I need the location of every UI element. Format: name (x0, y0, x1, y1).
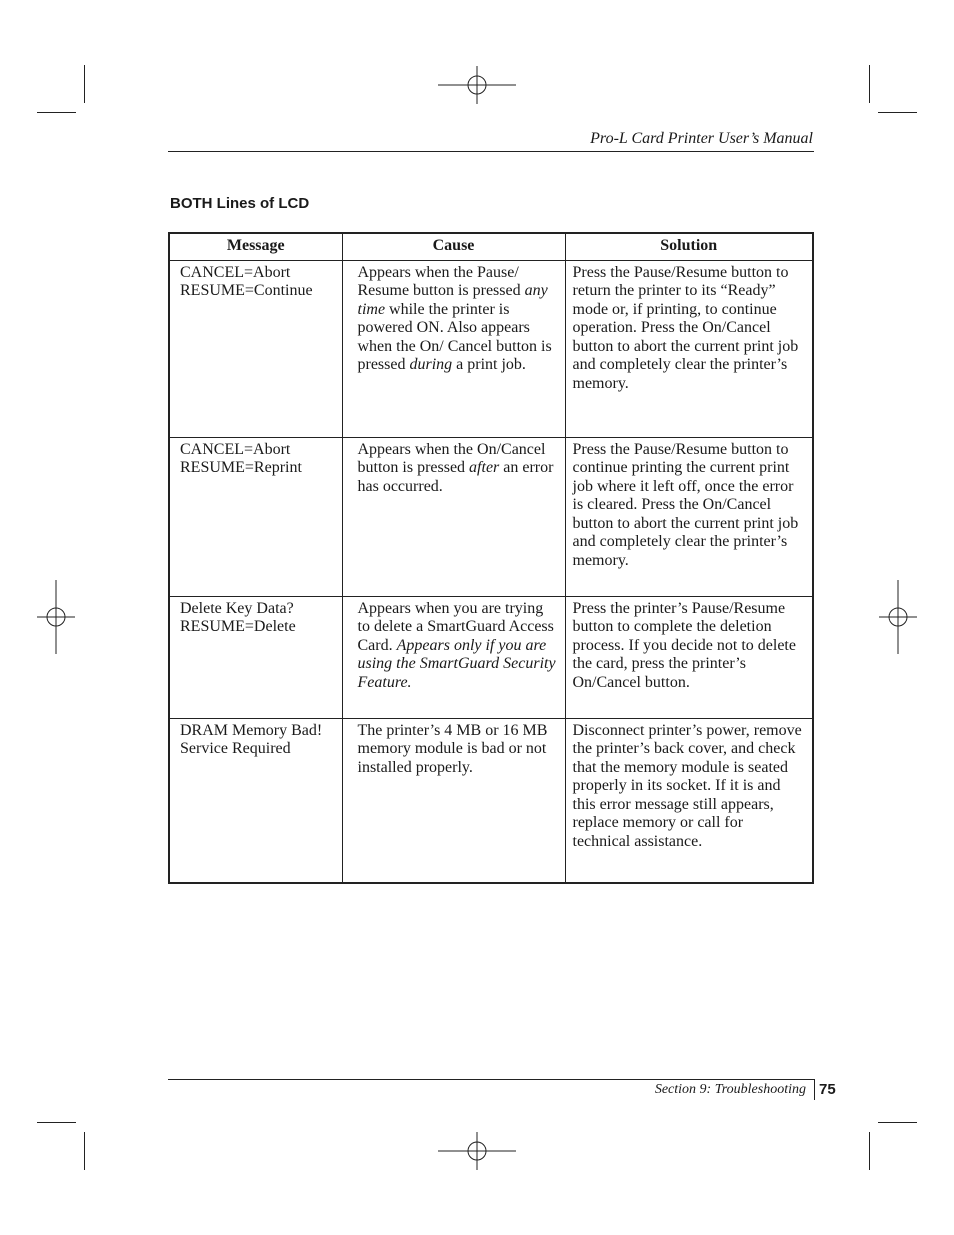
message-line: RESUME=Continue (180, 282, 313, 300)
column-header-solution: Solution (565, 233, 813, 260)
crop-mark (869, 1132, 870, 1170)
table-row (169, 718, 813, 883)
crop-mark (84, 1132, 85, 1170)
cause-text: Appears when the Pause/ Resume button is pressed (357, 263, 525, 300)
crop-mark (878, 1122, 917, 1123)
footer-divider (814, 1079, 815, 1100)
column-header-message: Message (169, 233, 342, 260)
solution-cell: Disconnect printer’s power, remove the printer’s back cover, and check that the memory module is seated properly in its socket. If it is and this error message still appears, replace memory or call for technical assistance. (565, 718, 813, 883)
table-row (169, 596, 813, 718)
table-row (169, 260, 813, 437)
crop-mark (37, 1122, 76, 1123)
header-rule (168, 151, 814, 152)
cause-cell (342, 596, 565, 718)
cause-emphasis: during (409, 356, 453, 374)
solution-cell: Press the Pause/Resume button to continue printing the current print job where it left off, once the error is cleared. Press the On/Cancel button to abort the current print job and completely clear the printer’s memory. (565, 437, 813, 596)
section-heading: BOTH Lines of LCD (170, 195, 310, 212)
running-header-title: Pro-L Card Printer User’s Manual (590, 130, 813, 147)
cause-text: a print job. (452, 356, 526, 374)
message-line: Delete Key Data? (180, 599, 294, 617)
cause-cell (342, 437, 565, 596)
cause-text: Appears when you are trying to delete a SmartGuard Access Card. (357, 599, 554, 654)
message-line: CANCEL=Abort (180, 263, 291, 281)
message-cell (169, 596, 342, 718)
footer-section-label: Section 9: Troubleshooting (654, 1082, 806, 1097)
registration-mark-icon (879, 580, 917, 654)
message-cell (169, 437, 342, 596)
footer-rule (168, 1079, 814, 1080)
message-line: CANCEL=Abort (180, 440, 291, 458)
table-row (169, 437, 813, 596)
solution-cell: Press the Pause/Resume button to return the printer to its “Ready” mode or, if printing, to continue operation. Press the On/Cancel button to abort the current print job and completely clear the printer’s memory. (565, 260, 813, 437)
cause-text: an error has occurred. (357, 459, 554, 495)
solution-cell: Press the printer’s Pause/Resume button to complete the deletion process. If you decide not to delete the card, press the printer’s On/Cancel button. (565, 596, 813, 718)
message-line: DRAM Memory Bad! (180, 721, 323, 739)
cause-cell (342, 260, 565, 437)
registration-mark-icon (438, 1132, 516, 1170)
crop-mark (869, 65, 870, 103)
cause-text: while the printer is powered ON. Also appears when the On/ Cancel button is pressed (357, 300, 552, 374)
crop-mark (878, 112, 917, 113)
message-line: RESUME=Delete (180, 618, 296, 636)
table-header-row (169, 233, 813, 260)
cause-cell (342, 718, 565, 883)
cause-text: The printer’s 4 MB or 16 MB memory module is bad or not installed properly. (357, 721, 548, 776)
page-number: 75 (819, 1081, 836, 1098)
crop-mark (84, 65, 85, 103)
column-header-cause: Cause (342, 233, 565, 260)
registration-mark-icon (438, 66, 516, 104)
message-line: RESUME=Reprint (180, 459, 302, 477)
registration-mark-icon (37, 580, 75, 654)
message-cell (169, 260, 342, 437)
lcd-message-table (168, 232, 814, 884)
cause-text: Appears when the On/Cancel button is pressed (357, 440, 546, 477)
crop-mark (37, 112, 76, 113)
cause-emphasis: any time (357, 282, 548, 318)
cause-emphasis: after (469, 459, 500, 477)
message-cell (169, 718, 342, 883)
cause-emphasis: Appears only if you are using the SmartGuard Security Feature. (357, 636, 556, 691)
message-line: Service Required (180, 740, 291, 758)
